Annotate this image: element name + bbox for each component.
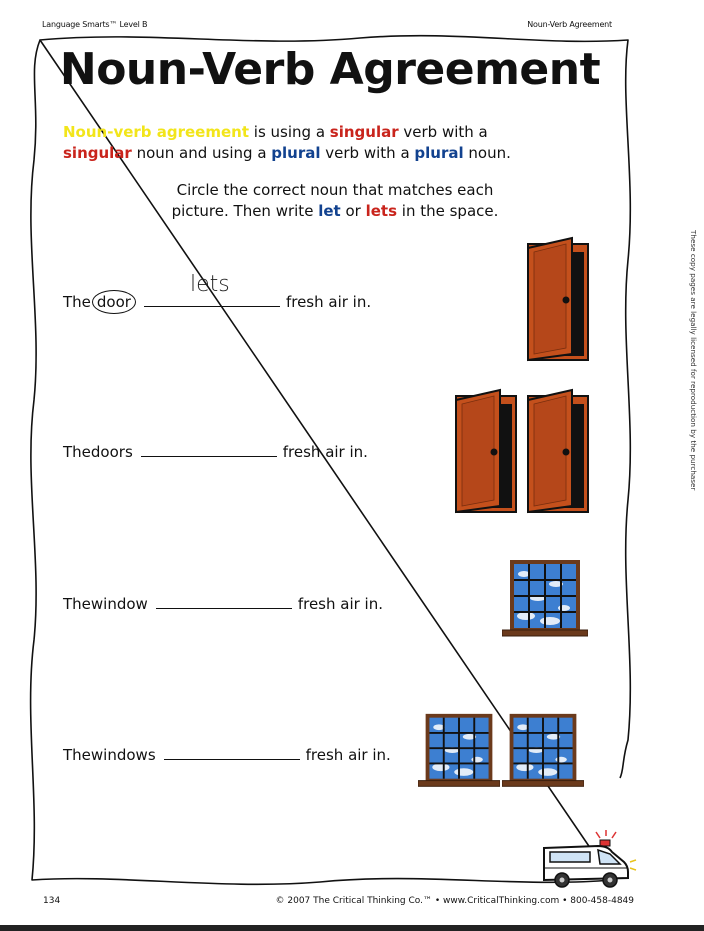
door-image (524, 388, 594, 516)
instructions: Circle the correct noun that matches each picture. Then write let or lets in the space. (171, 181, 499, 220)
handwritten-answer: lets (189, 272, 230, 297)
window-image (502, 710, 584, 794)
noun-option[interactable]: windows (90, 746, 156, 764)
page-number: 134 (43, 896, 61, 906)
definition-text: Noun-verb agreement is using a singular verb with a singular noun and using a plural verb with a plural noun. (63, 123, 511, 162)
noun-option[interactable]: window (90, 595, 148, 613)
exercise-row-1: The door lets fresh air in. (63, 290, 371, 314)
door-image (452, 388, 522, 516)
bottom-edge-bar (0, 925, 704, 931)
exercise-row-2: The doors fresh air in. (63, 443, 368, 461)
copyright-side-note: These copy pages are legally licensed for reproduction by the purchaser (689, 230, 698, 491)
answer-blank-2[interactable] (141, 442, 277, 457)
window-image (418, 710, 500, 794)
exercise-row-4: The windows fresh air in. (63, 746, 391, 764)
header-right: Noun-Verb Agreement (527, 20, 612, 29)
answer-blank-3[interactable] (156, 594, 292, 609)
noun-option[interactable]: doors (90, 443, 133, 461)
circled-noun[interactable]: door (92, 290, 136, 314)
page-title: Noun-Verb Agreement (59, 44, 601, 95)
answer-blank-1[interactable] (144, 272, 280, 307)
header-left: Language Smarts™ Level B (42, 20, 148, 29)
window-image (502, 558, 588, 642)
door-image (522, 236, 592, 362)
footer-copyright: © 2007 The Critical Thinking Co.™ • www.CriticalThinking.com • 800-458-4849 (275, 896, 634, 906)
answer-blank-4[interactable] (164, 745, 300, 760)
van-icon (538, 828, 638, 892)
exercise-row-3: The window fresh air in. (63, 595, 384, 613)
definition-term: Noun-verb agreement (63, 123, 250, 141)
